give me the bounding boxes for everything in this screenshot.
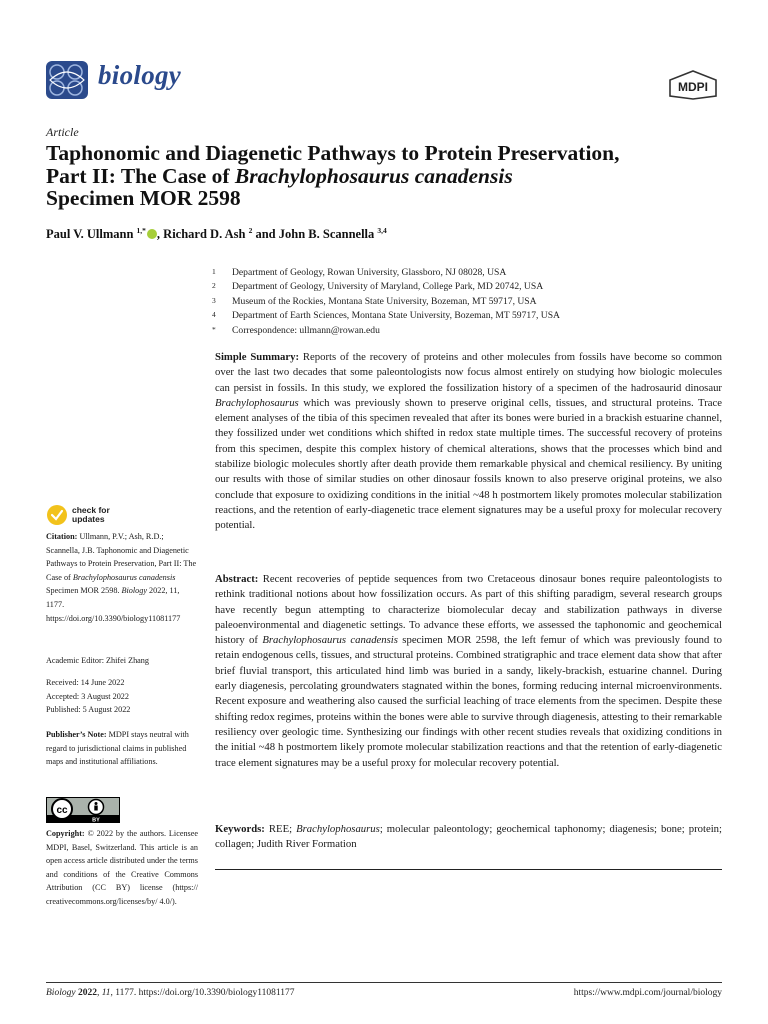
citation-block: Citation: Ullmann, P.V.; Ash, R.D.; Scannella, J.B. Taphonomic and Diagenetic Pathways to Protein Preservation, Part II: The Case of Brachylophosaurus canadensis Specimen MOR 2598. Biology 2022, 11, 1177. https://doi.org/10.3390/biology11081177 [46,532,197,623]
footer-citation: Biology 2022, 11, 1177. https://doi.org/10.3390/biology11081177 [46,988,295,998]
divider [215,869,722,870]
orcid-icon[interactable] [147,229,157,239]
keywords: Keywords: REE; Brachylophosaurus; molecular paleontology; geochemical taphonomy; diagenesis; bone; protein; collagen; Judith River Formation [215,823,722,851]
author-1[interactable]: Paul V. Ullmann $^{1,*}$ [46,226,146,241]
abstract: Abstract: Recent recoveries of peptide sequences from two Cretaceous dinosaur bones require paleontologists to rethink traditional notions about how fossilization occurs. As part of this shifting paradigm, several research groups have recently begun attempting to characterize biomolecular decay and stabilization pathways in diverse paleoenvironmental and diagenetic settings. To advance these efforts, we assessed the taphonomic and geochemical history of Brachylophosaurus canadensis specimen MOR 2598, the left femur of which was previously found to retain endogenous cells, tissues, and structural proteins. Combined stratigraphic and trace element data show that after brief fluvial transport, this articulated hind limb was buried in a sandy, likely-brackish, estuarine channel. During early diagenesis, percolating groundwaters stagnated within the bones, forming reducing internal microenvironments. Recent exposure and weathering also caused the surficial leaching of trace elements from the specimen. Despite these shifting redox regimes, proteins within the bones were able to survive through diagenesis, attesting to their remarkable resiliency over geologic time. Synthesizing our findings with other recent studies reveals that oxidizing conditions in the initial ~48 h postmortem likely promote molecular stabilization reactions and that the retention of early-diagenetic trace element signatures may be a useful proxy for molecular recovery potential. [215,573,722,769]
simple-summary: Simple Summary: Reports of the recovery of proteins and other molecules from fossils have become so common over the last two decades that some paleontologists now focus almost entirely on studying how biologic molecules can persist in fossils. In this study, we explored the fossilization history of a specimen of the hadrosaurid dinosaur Brachylophosaurus which was previously shown to preserve original cells, tissues, and structural proteins. Trace element analyses of the tibia of this specimen revealed that after its bones were buried in a brackish estuarine channel, they fossilized under wet conditions which shifted in redox state multiple times. The successful recovery of proteins from this specimen, despite this complex history of chemical alterations, shows that the processes which bind and stabilize biologic molecules shortly after death provide them remarkable physical and chemical resiliency. By uniting our results with those of similar studies on other dinosaur fossils known to also preserve original proteins, we also conclude that exposure to oxidizing conditions in the initial ~48 h postmortem likely promotes molecular stabilization reactions, and the retention of early-diagenetic trace element signatures may be a useful proxy for molecular recovery potential. [215,351,723,532]
footer-divider [46,982,722,983]
title-line-2: Part II: The Case of Brachylophosaurus canadensis [46,163,513,188]
check-for-updates-button[interactable]: check for updates [46,504,110,526]
received-date: Received: 14 June 2022 [46,678,125,687]
copyright-notice: Copyright: © 2022 by the authors. Licensee MDPI, Basel, Switzerland. This article is an open access article distributed under the terms and conditions of the Creative Commons Attribution (CC BY) license (https:// creativecommons.org/licenses/by/ 4.0/). [46,829,199,906]
mdpi-logo-icon [668,70,718,100]
check-updates-icon [46,504,68,526]
footer-journal-link[interactable]: https://www.mdpi.com/journal/biology [573,988,722,998]
author-list: Paul V. Ullmann $^{1,*}$ , Richard D. Ash $^2$ and John B. Scannella $^{3,4}$ [46,226,387,241]
publication-dates [46,676,198,717]
published-date: Published: 5 August 2022 [46,705,131,715]
affiliations [212,266,560,338]
cc-by-license-icon[interactable] [46,797,120,823]
accepted-date: Accepted: 3 August 2022 [46,691,129,701]
biology-journal-logo-icon [45,60,89,100]
journal-name: biology [98,60,182,90]
affiliation-item: 2 Department of Geology, University of Maryland, College Park, MD 20742, USA [212,281,544,293]
publisher-note: Publisher’s Note: MDPI stays neutral with regard to jurisdictional claims in published maps and institutional affiliations. [46,730,189,767]
species-name: Brachylophosaurus canadensis [234,163,513,188]
author-2[interactable]: Richard D. Ash $^2$ [163,226,253,241]
affiliation-item: 1 Department of Geology, Rowan University, Glassboro, NJ 08028, USA [212,267,507,278]
svg-text:cc: cc [56,805,68,816]
svg-text:MDPI: MDPI [678,80,708,94]
affiliation-item: 4 Department of Earth Sciences, Montana State University, Bozeman, MT 59717, USA [212,310,560,322]
title-line-3: Specimen MOR 2598 [46,186,241,210]
academic-editor: Academic Editor: Zhifei Zhang [46,656,149,665]
svg-text:BY: BY [92,817,100,823]
author-3[interactable]: John B. Scannella $^{3,4}$ [278,226,387,241]
correspondence: * Correspondence: ullmann@rowan.edu [212,324,380,336]
article-type: Article [46,125,79,139]
title-line-1: Taphonomic and Diagenetic Pathways to Protein Preservation, [46,141,620,165]
affiliation-item: 3 Museum of the Rockies, Montana State University, Bozeman, MT 59717, USA [212,295,537,307]
article-title [46,142,736,210]
